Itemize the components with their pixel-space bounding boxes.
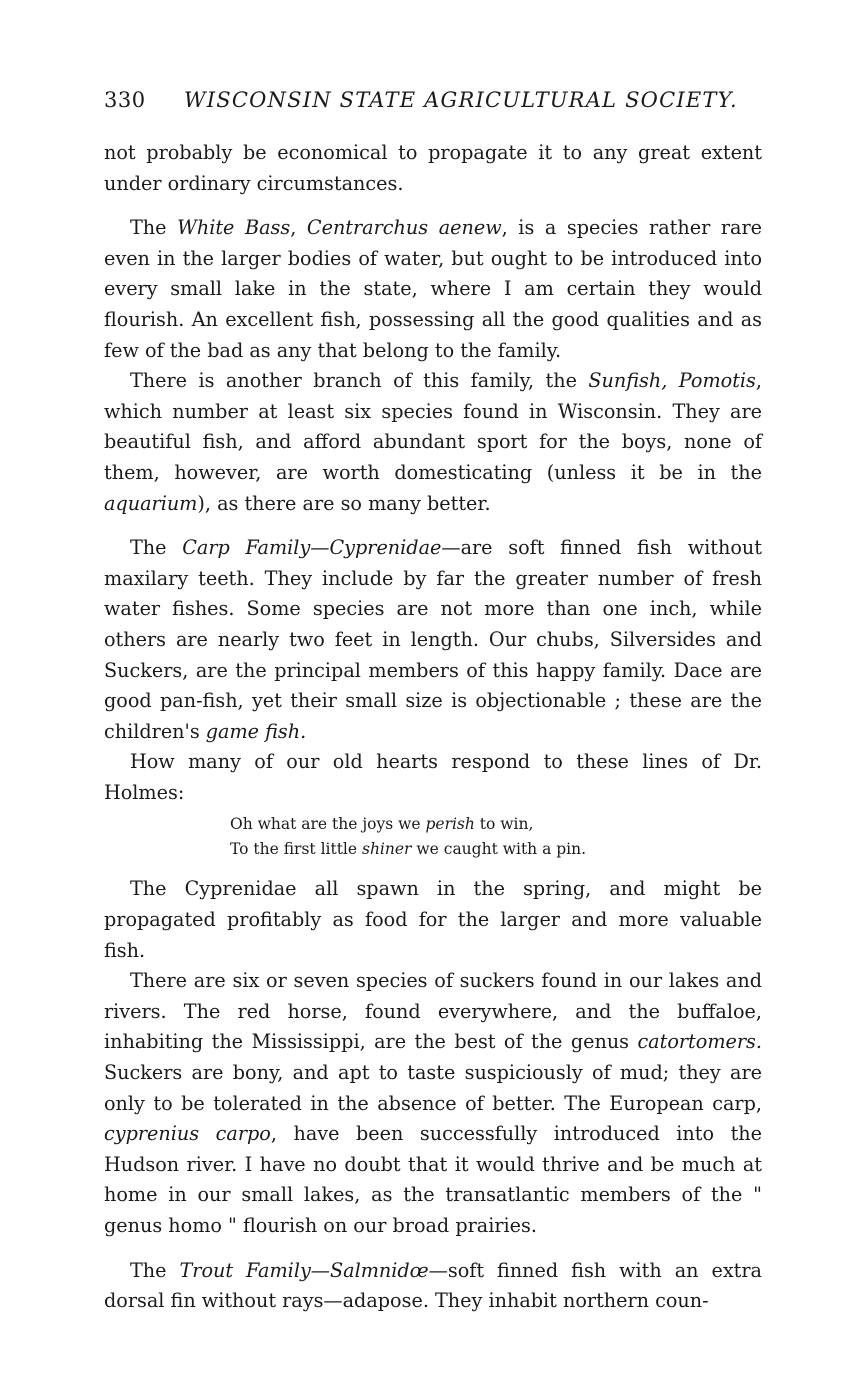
paragraph-suckers (104, 966, 762, 1241)
text-run: Oh what are the joys we (230, 815, 426, 834)
italic-run: cyprenius carpo (104, 1122, 271, 1146)
poem-quote (230, 812, 762, 862)
text-run: to win, (474, 815, 534, 834)
running-title: WISCONSIN STATE AGRICULTURAL SOCIETY. (184, 88, 738, 112)
italic-run: Sunfish, Pomotis (588, 369, 756, 393)
paragraph-carp-family (104, 533, 762, 747)
italic-run: perish (425, 815, 475, 834)
paragraph-text: How many of our old hearts respond to these lines of Dr. Holmes: (104, 750, 762, 804)
text-run: —soft finned fish with an extra dorsal fin without rays—adapose. They inhabit northern coun- (104, 1258, 762, 1313)
page-number: 330 (104, 88, 146, 112)
text-run: There are six or seven species of suckers found in our lakes and rivers. The red horse, found everywhere, and the buffaloe, inhabiting the Mississippi, are the best of the genus (104, 969, 762, 1054)
text-run: we caught with a pin. (411, 840, 587, 859)
italic-run: Trout Family—Salmnidœ (179, 1258, 429, 1282)
text-run: , which number at least six species found in Wisconsin. They are beautiful fish, and afford abundant sport for the boys, none of them, however, are worth domesticating (unless it be in the (104, 369, 763, 484)
text-run: , is a species rather rare even in the larger bodies of water, but ought to be introduced into every small lake in the state, where I am certain they would flourish. An excellent fish, possessing all the good qualities and as few of the bad as any that belong to the family. (104, 216, 762, 362)
paragraph-sunfish (104, 366, 762, 519)
paragraph-trout-family (104, 1256, 762, 1317)
italic-run: aquarium (104, 491, 198, 515)
book-page (104, 88, 762, 1317)
text-run: To the first little (230, 840, 362, 859)
italic-run: catortomers. (637, 1030, 762, 1054)
paragraph-cyprenidae-spawn (104, 874, 762, 966)
text-run: ), as there are so many better. (197, 491, 491, 515)
paragraph-continuation (104, 138, 762, 199)
text-run: , have been successfully introduced into the Hudson river. I have no doubt that it would thrive and be much at home in our small lakes, as the transatlantic members of the " genus homo " flourish on our broad prairies. (104, 1122, 762, 1237)
paragraph-white-bass (104, 213, 762, 366)
italic-run: White Bass (177, 216, 291, 240)
italic-run: game fish. (205, 719, 307, 743)
paragraph-text: not probably be economical to propagate it to any great extent under ordinary circumstances. (104, 141, 762, 195)
page-header (104, 88, 762, 128)
paragraph-text: The Cyprenidae all spawn in the spring, and might be propagated profitably as food for the larger and more valuable fish. (104, 877, 762, 962)
text-run: , (290, 216, 307, 240)
italic-run: Centrarchus aenew (306, 216, 502, 240)
italic-run: shiner (362, 840, 412, 859)
text-run: The (130, 216, 178, 240)
text-run: The (130, 1258, 180, 1282)
text-run: Suckers are bony, and apt to taste suspiciously of mud; they are only to be tolerated in the absence of better. The European carp, (104, 1061, 762, 1115)
text-run: —are soft finned fish without maxilary teeth. They include by far the greater number of fresh water fishes. Some species are not more than one inch, while others are nearly two feet in length. Our chubs, Silversides and Suckers, are the principal members of this happy family. Dace are good pan-fish, yet their small size is objectionable ; these are the children's (104, 536, 762, 743)
paragraph-holmes (104, 747, 762, 808)
text-run: The (130, 536, 183, 560)
text-run: There is another branch of this family, the (130, 369, 589, 393)
poem-line-1 (230, 812, 762, 837)
poem-line-2 (230, 837, 762, 862)
italic-run: Carp Family—Cyprenidae (182, 536, 442, 560)
